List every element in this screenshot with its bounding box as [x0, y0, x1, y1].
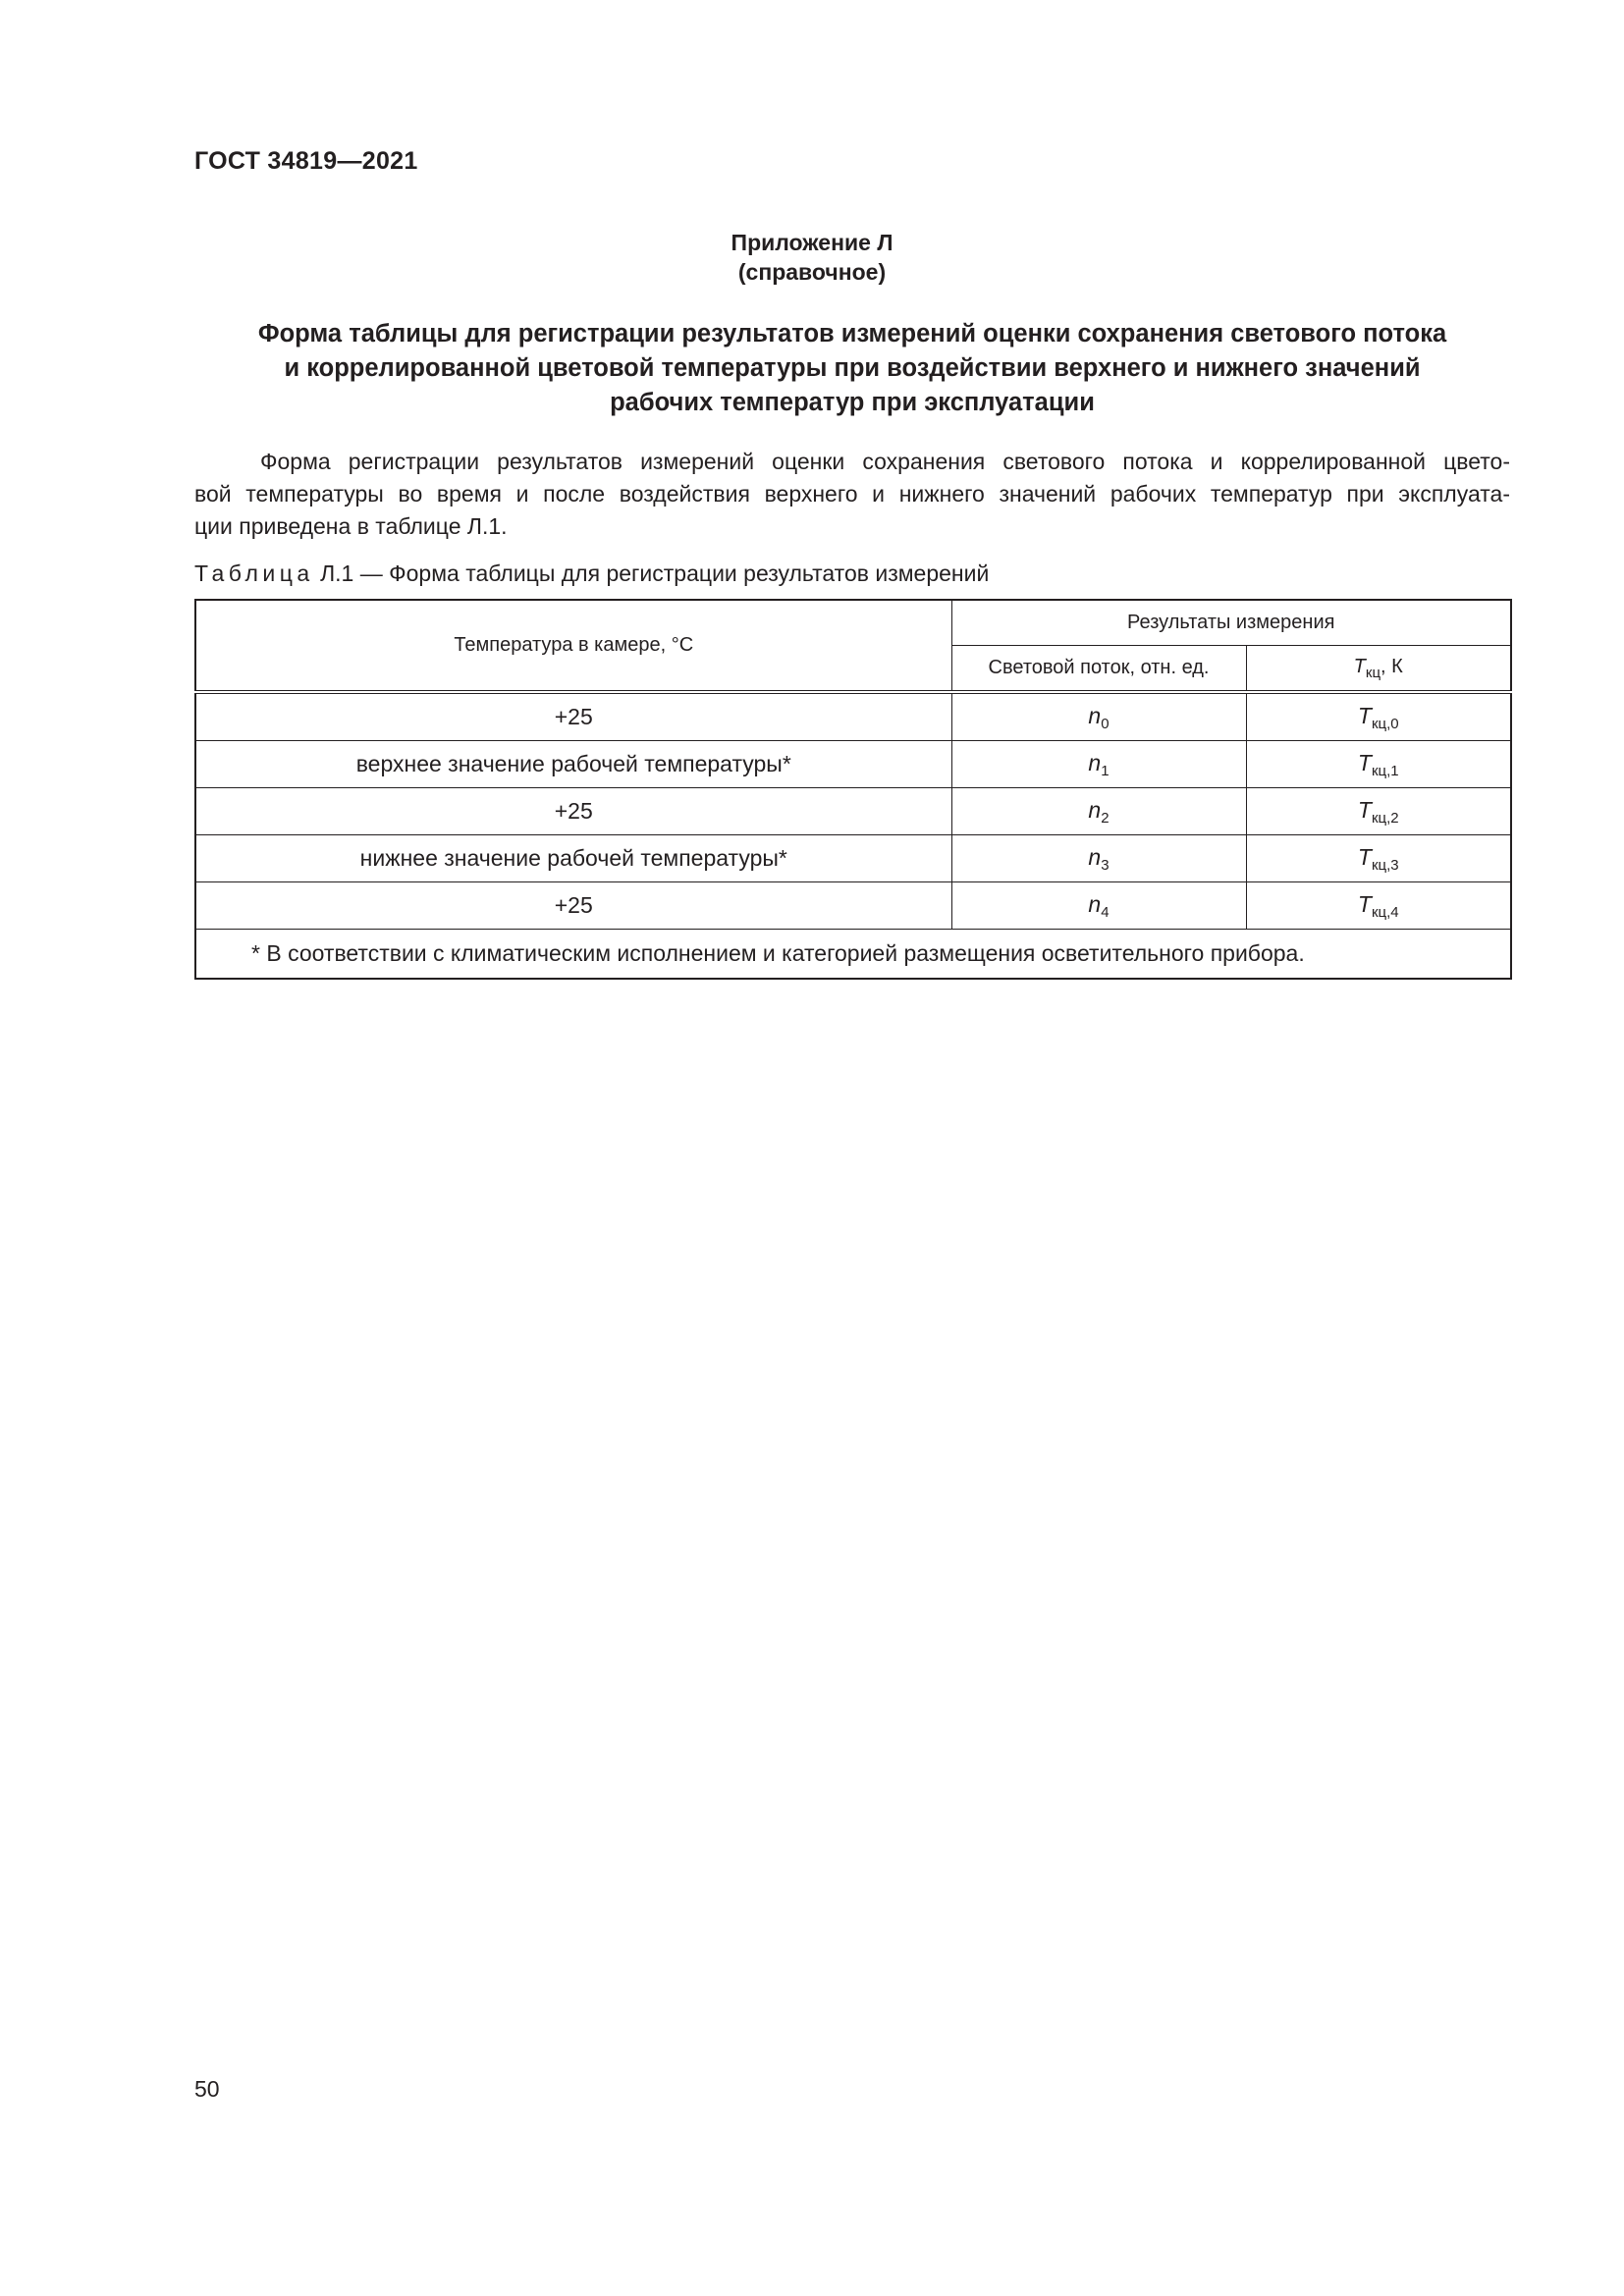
cell-temperature: +25: [195, 692, 951, 741]
header-temperature: Температура в камере, °С: [195, 600, 951, 692]
cct-subscript: кц,0: [1371, 715, 1399, 732]
flux-symbol: n: [1088, 843, 1102, 870]
appendix-title: [194, 317, 1510, 420]
body-paragraph: [194, 446, 1510, 543]
cell-flux: [951, 882, 1246, 930]
page-number: 50: [194, 2076, 220, 2102]
cct-symbol: T: [1357, 890, 1372, 917]
flux-symbol: n: [1088, 890, 1102, 917]
cell-temperature: верхнее значение рабочей температуры*: [195, 741, 951, 788]
cct-symbol: T: [1357, 749, 1372, 775]
cell-flux: [951, 741, 1246, 788]
cell-cct: [1246, 692, 1511, 741]
cct-subscript: кц,1: [1371, 762, 1399, 779]
table-caption: [194, 559, 989, 588]
cell-temperature: нижнее значение рабочей температуры*: [195, 835, 951, 882]
header-cct: [1246, 646, 1511, 693]
table-row: [195, 741, 1511, 788]
table-header-row: [195, 600, 1511, 646]
cell-flux: [951, 692, 1246, 741]
paragraph-line: вой температуры во время и после воздействия верхнего и нижнего значений рабочих температур при эксплуата-: [194, 481, 1510, 507]
title-line: рабочих температур при эксплуатации: [610, 389, 1095, 416]
flux-subscript: 1: [1101, 762, 1110, 779]
cell-temperature: +25: [195, 788, 951, 835]
appendix-name: Приложение Л: [731, 230, 893, 255]
table-row: [195, 692, 1511, 741]
table-caption-label: Таблица: [194, 561, 314, 586]
cct-subscript: кц,2: [1371, 809, 1399, 827]
title-line: и коррелированной цветовой температуры при воздействии верхнего и нижнего значений: [284, 354, 1421, 382]
flux-symbol: n: [1088, 749, 1102, 775]
table-caption-text: Л.1 — Форма таблицы для регистрации результатов измерений: [313, 561, 990, 586]
paragraph-line: Форма регистрации результатов измерений оценки сохранения светового потока и коррелированной цвето-: [260, 449, 1510, 474]
header-results: Результаты измерения: [951, 600, 1511, 646]
flux-subscript: 2: [1101, 809, 1110, 827]
cct-symbol: T: [1353, 655, 1366, 677]
appendix-status: (справочное): [737, 259, 887, 285]
cct-subscript: кц,4: [1371, 903, 1399, 921]
table-row: [195, 835, 1511, 882]
document-code: ГОСТ 34819—2021: [194, 147, 418, 175]
appendix-heading: [0, 228, 1624, 287]
table-row: [195, 882, 1511, 930]
cell-flux: [951, 788, 1246, 835]
table-footnote-row: [195, 930, 1511, 980]
cell-cct: [1246, 835, 1511, 882]
cell-temperature: +25: [195, 882, 951, 930]
flux-subscript: 3: [1101, 856, 1110, 874]
cct-subscript: кц,3: [1371, 856, 1399, 874]
cct-symbol: T: [1357, 843, 1372, 870]
header-flux: Световой поток, отн. ед.: [951, 646, 1246, 693]
paragraph-line: ции приведена в таблице Л.1.: [194, 513, 508, 539]
title-line: Форма таблицы для регистрации результатов измерений оценки сохранения светового потока: [257, 320, 1447, 347]
cell-flux: [951, 835, 1246, 882]
cell-cct: [1246, 741, 1511, 788]
cct-symbol: T: [1357, 702, 1372, 728]
cell-cct: [1246, 882, 1511, 930]
flux-symbol: n: [1088, 702, 1102, 728]
flux-subscript: 4: [1101, 903, 1110, 921]
flux-subscript: 0: [1101, 715, 1110, 732]
cct-symbol: T: [1357, 796, 1372, 823]
table-footnote: * В соответствии с климатическим исполнением и категорией размещения осветительного прибора.: [195, 930, 1511, 980]
cct-unit: , К: [1380, 655, 1403, 677]
flux-symbol: n: [1088, 796, 1102, 823]
table-row: [195, 788, 1511, 835]
cell-cct: [1246, 788, 1511, 835]
results-table: [194, 599, 1512, 980]
cct-subscript: кц: [1365, 664, 1381, 681]
